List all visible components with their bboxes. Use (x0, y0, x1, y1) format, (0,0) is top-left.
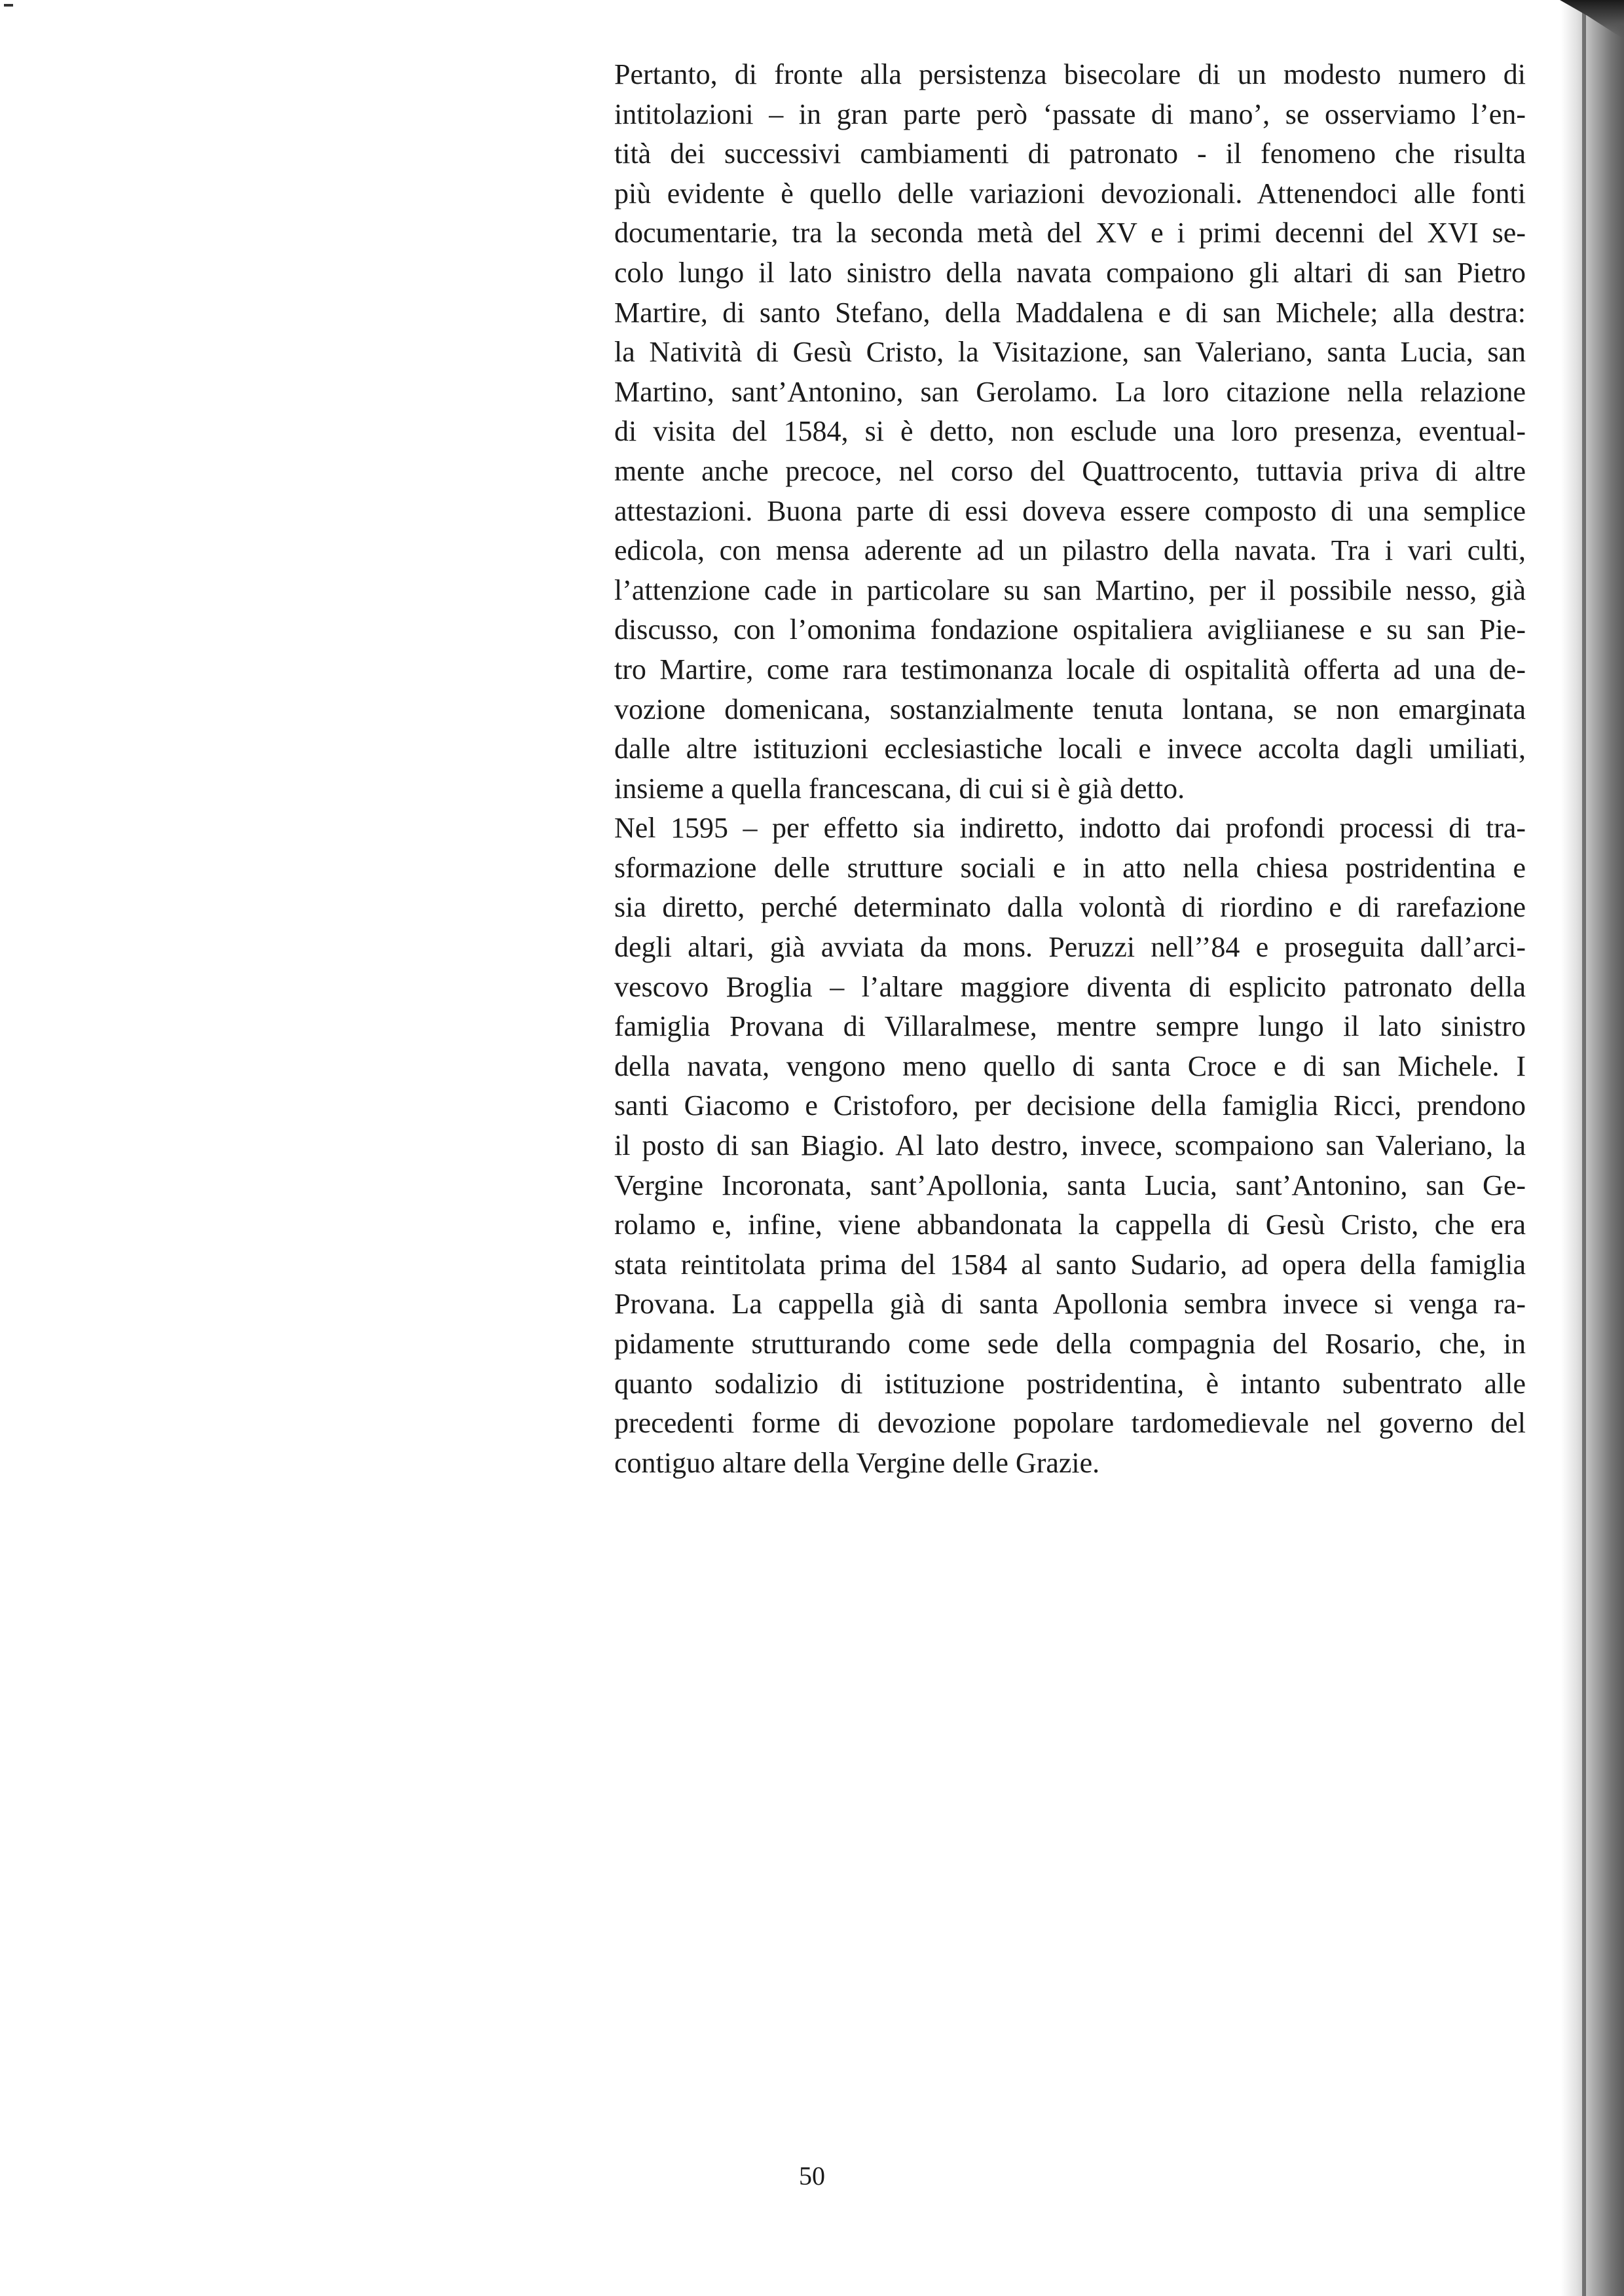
text-line: pidamente strutturando come sede della compagnia del Rosario, che, in (614, 1328, 1526, 1360)
text-line: intitolazioni – in gran parte però ‘passate di mano’, se osserviamo l’en- (614, 98, 1526, 130)
page-number: 50 (799, 2161, 825, 2191)
text-line: dalle altre istituzioni ecclesiastiche locali e invece accolta dagli umiliati, (614, 733, 1526, 765)
text-line: famiglia Provana di Villaralmese, mentre sempre lungo il lato sinistro (614, 1010, 1526, 1043)
text-line: l’attenzione cade in particolare su san Martino, per il possibile nesso, già (614, 574, 1526, 606)
binding-shadow (1561, 0, 1624, 2296)
binding-edge (1582, 0, 1586, 2296)
text-line: Martire, di santo Stefano, della Maddalena e di san Michele; alla destra: (614, 296, 1526, 329)
text-line: insieme a quella francescana, di cui si è già detto. (614, 772, 1185, 805)
text-line: rolamo e, infine, viene abbandonata la cappella di Gesù Cristo, che era (614, 1209, 1526, 1241)
text-line: sia diretto, perché determinato dalla volontà di riordino e di rarefazione (614, 891, 1526, 924)
text-line: documentarie, tra la seconda metà del XV e i primi decenni del XVI se- (614, 217, 1526, 249)
scan-corner-mark (4, 4, 13, 7)
text-line: edicola, con mensa aderente ad un pilastro della navata. Tra i vari culti, (614, 534, 1526, 567)
text-line: della navata, vengono meno quello di santa Croce e di san Michele. I (614, 1049, 1526, 1082)
text-line: Martino, sant’Antonino, san Gerolamo. La loro citazione nella relazione (614, 375, 1526, 408)
text-line: di visita del 1584, si è detto, non esclude una loro presenza, eventual- (614, 415, 1526, 448)
text-line: degli altari, già avviata da mons. Peruzzi nell’’84 e proseguita dall’arci- (614, 931, 1526, 964)
text-line: Nel 1595 – per effetto sia indiretto, indotto dai profondi processi di tra- (614, 812, 1526, 845)
text-line: colo lungo il lato sinistro della navata compaiono gli altari di san Pietro (614, 256, 1526, 289)
text-line: quanto sodalizio di istituzione postridentina, è intanto subentrato alle (614, 1367, 1526, 1400)
text-line: Vergine Incoronata, sant’Apollonia, santa Lucia, sant’Antonino, san Ge- (614, 1169, 1526, 1201)
text-line: stata reintitolata prima del 1584 al santo Sudario, ad opera della famiglia (614, 1248, 1526, 1281)
text-line: vescovo Broglia – l’altare maggiore diventa di esplicito patronato della (614, 970, 1526, 1003)
text-line: tro Martire, come rara testimonanza locale di ospitalità offerta ad una de- (614, 653, 1526, 685)
text-line: Provana. La cappella già di santa Apollonia sembra invece si venga ra- (614, 1288, 1526, 1321)
text-line: attestazioni. Buona parte di essi doveva essere composto di una semplice (614, 494, 1526, 527)
text-line: vozione domenicana, sostanzialmente tenuta lontana, se non emarginata (614, 693, 1526, 725)
text-line: Pertanto, di fronte alla persistenza bisecolare di un modesto numero di (614, 58, 1526, 90)
text-line: mente anche precoce, nel corso del Quattrocento, tuttavia priva di altre (614, 454, 1526, 487)
text-line: più evidente è quello delle variazioni devozionali. Attenendoci alle fonti (614, 177, 1526, 210)
text-line: santi Giacomo e Cristoforo, per decisione della famiglia Ricci, prendono (614, 1089, 1526, 1122)
text-line: tità dei successivi cambiamenti di patronato - il fenomeno che risulta (614, 137, 1526, 170)
body-text (614, 55, 1526, 1483)
text-line: discusso, con l’omonima fondazione ospitaliera avigliianese e su san Pie- (614, 613, 1526, 646)
text-line: contiguo altare della Vergine delle Grazie. (614, 1446, 1100, 1479)
text-line: sformazione delle strutture sociali e in atto nella chiesa postridentina e (614, 851, 1526, 884)
text-line: la Natività di Gesù Cristo, la Visitazione, san Valeriano, santa Lucia, san (614, 336, 1526, 369)
text-line: il posto di san Biagio. Al lato destro, invece, scompaiono san Valeriano, la (614, 1129, 1526, 1162)
text-line: precedenti forme di devozione popolare tardomedievale nel governo del (614, 1407, 1526, 1440)
